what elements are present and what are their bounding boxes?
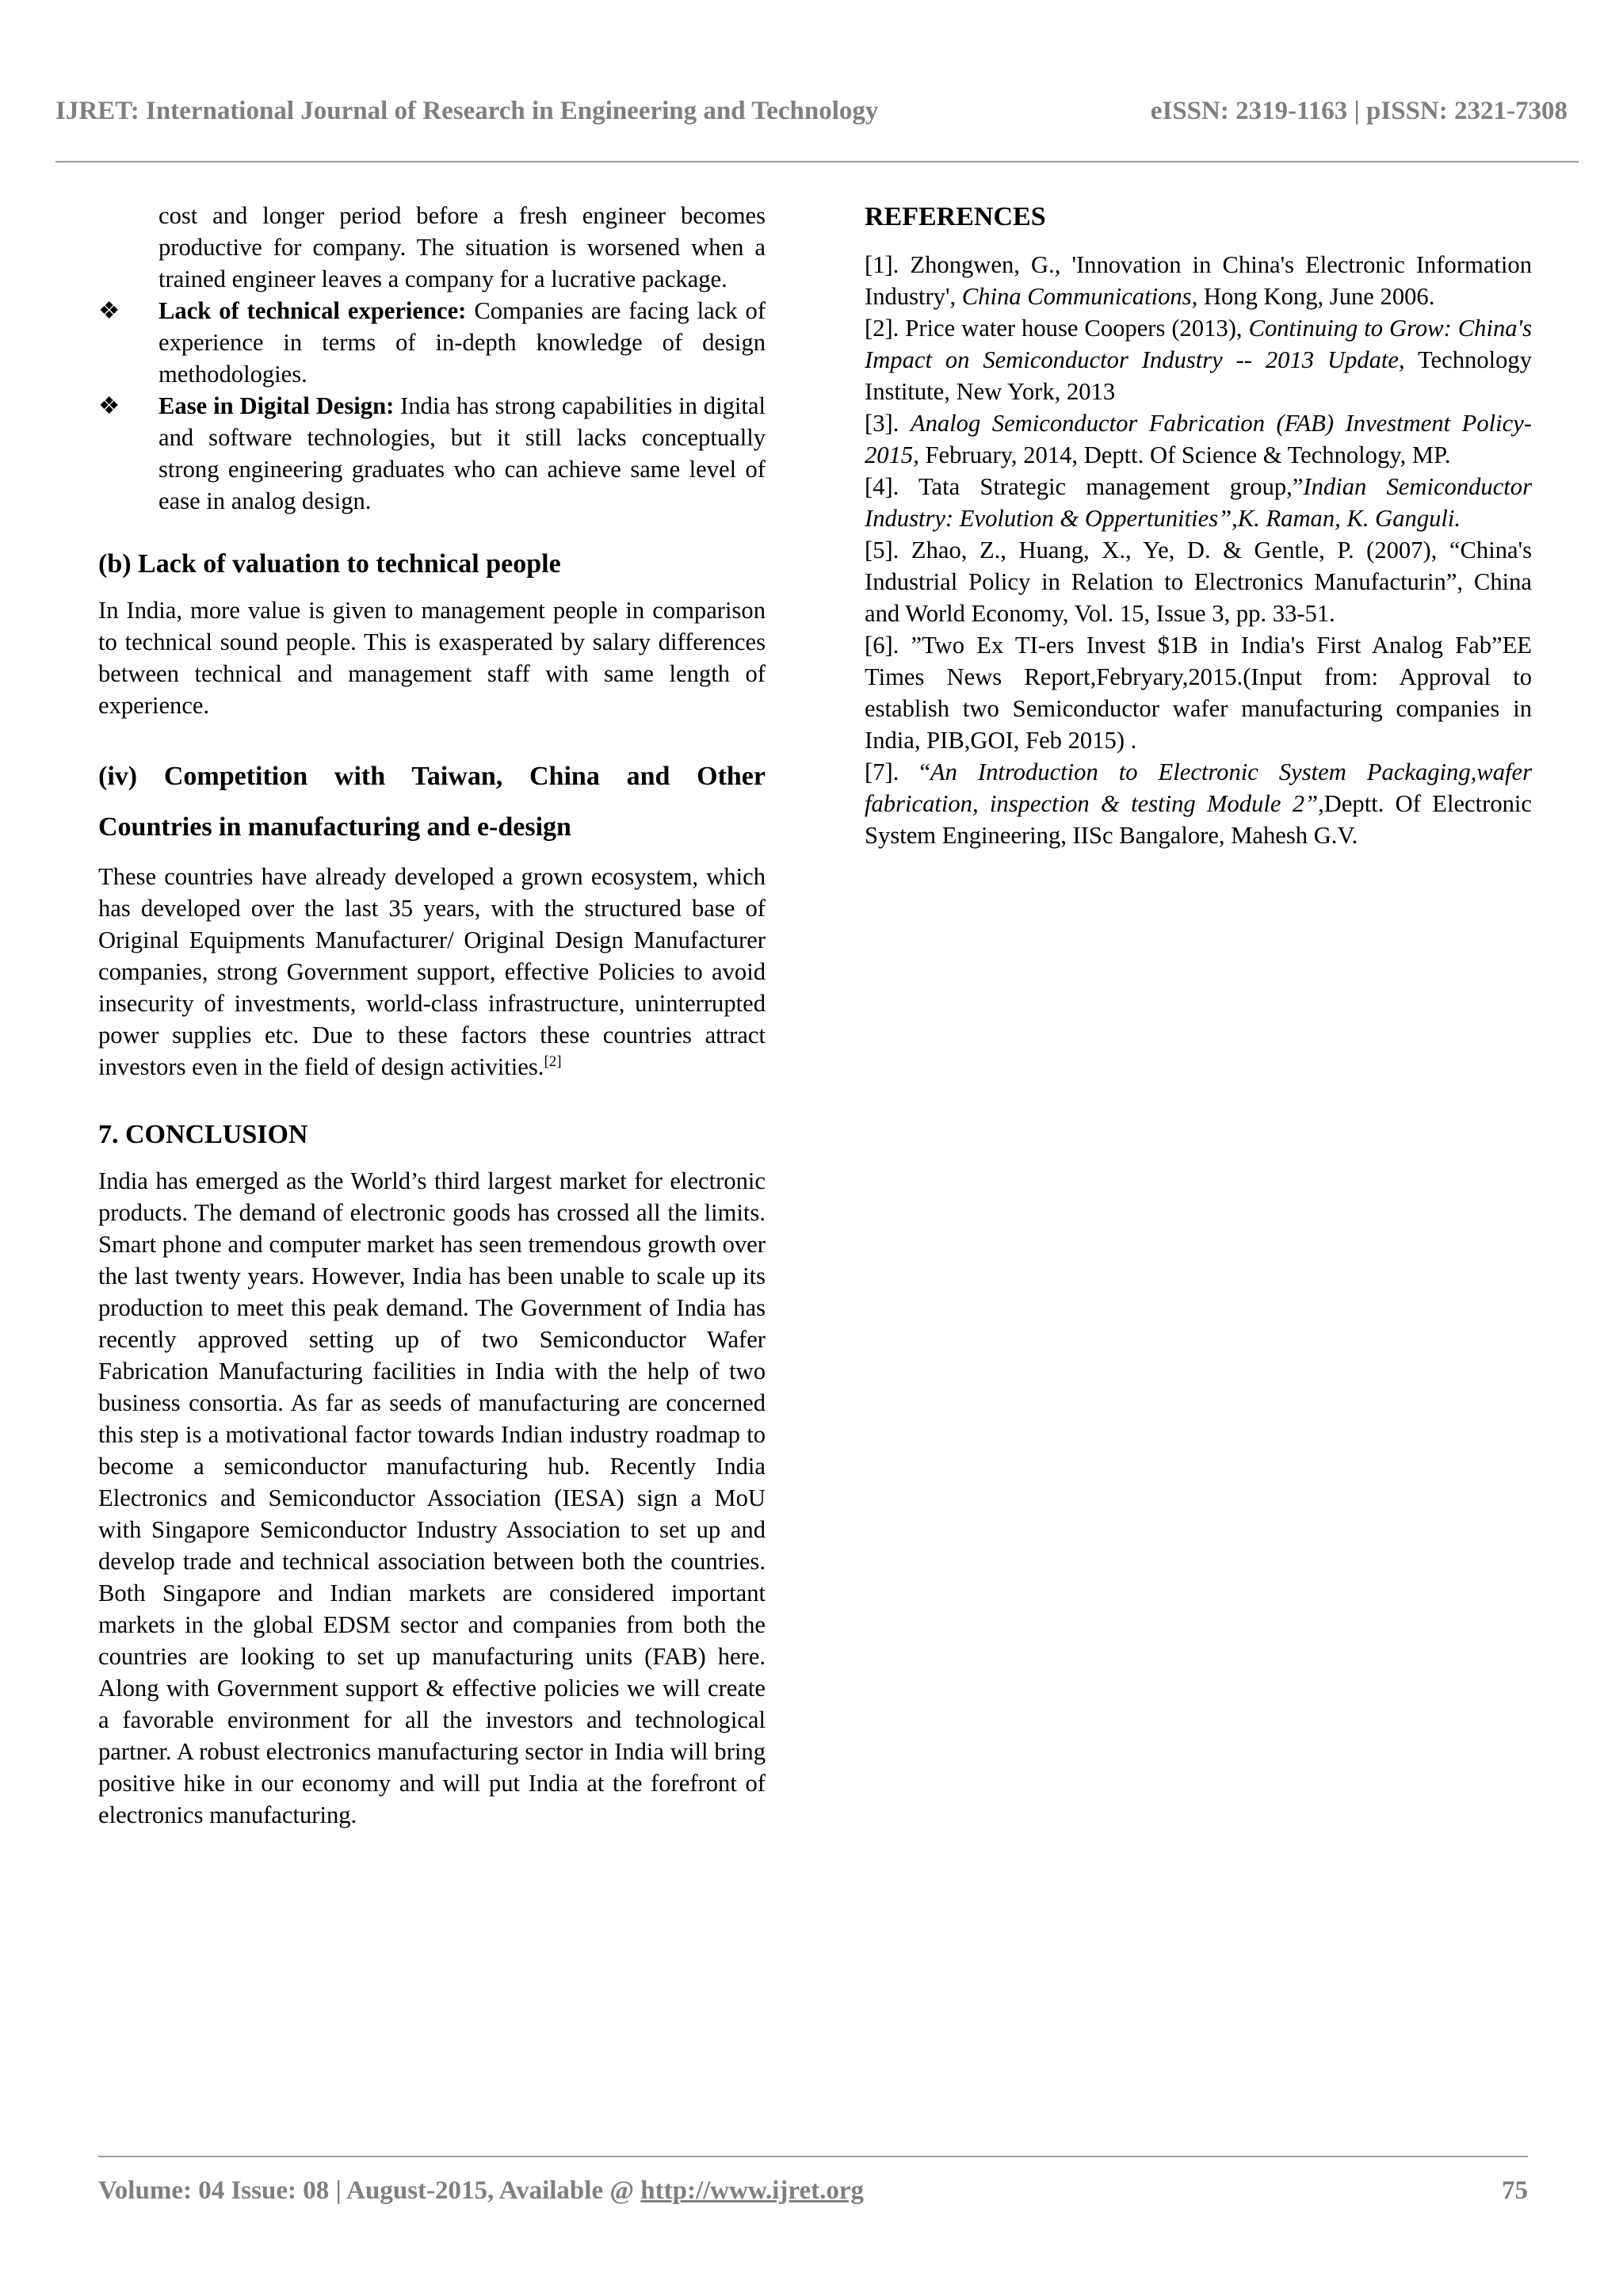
section-heading-b: (b) Lack of valuation to technical people — [98, 549, 561, 579]
left-column — [98, 200, 766, 1831]
bullet-title: Lack of technical experience: — [158, 297, 467, 324]
page-footer — [98, 2176, 1528, 2206]
paragraph-b: In India, more value is given to management people in comparison to technical sound people. This is exasperated by salary differences between technical and management staff with same length of experience. — [98, 597, 766, 719]
reference-item — [865, 312, 1532, 407]
reference-item — [865, 756, 1532, 851]
reference-text: [4]. Tata Strategic management group,” — [865, 473, 1304, 500]
reference-item — [865, 534, 1532, 629]
journal-link[interactable]: http://www.ijret.org — [640, 2176, 864, 2205]
reference-text: [5]. Zhao, Z., Huang, X., Ye, D. & Gentle, P. (2007), “China's Industrial Policy in Relation to Electronics Manufacturin”, China and World Economy, Vol. 15, Issue 3, pp. 33-51. — [865, 537, 1532, 627]
references-heading: REFERENCES — [865, 202, 1046, 231]
footer-volume — [98, 2176, 864, 2206]
reference-text: [7]. “ — [865, 758, 930, 785]
bullet-diamond-icon: ❖ — [98, 297, 120, 324]
page-header — [55, 97, 1568, 126]
bullet-item-digital-design — [98, 390, 766, 517]
bullet-diamond-icon: ❖ — [98, 392, 120, 419]
footer-divider — [98, 2156, 1528, 2157]
citation-ref: [2] — [544, 1052, 562, 1070]
reference-item — [865, 629, 1532, 756]
reference-text: Technology Institute, New York, 2013 — [865, 346, 1533, 405]
reference-text: [6]. ”Two Ex TI-ers Invest $1B in India's First Analog Fab”EE Times News Report,Febryary,2015.(Input from: Approval to establish two Semiconductor wafer manufacturing companies in India, PIB,GOI, Feb 2015) . — [865, 632, 1532, 754]
bullet-item-technical-experience — [98, 295, 766, 390]
paragraph-iv-text: These countries have already developed a grown ecosystem, which has developed over the last 35 years, with the structured base of Original Equipments Manufacturer/ Original Design Manufacturer companies, strong Government support, effective Policies to avoid insecurity of investments, world-class infrastructure, uninterrupted power supplies etc. Due to these factors these countries attract investors even in the field of design activities. — [98, 863, 766, 1080]
reference-item — [865, 407, 1532, 471]
reference-text: [3]. — [865, 410, 911, 437]
header-divider — [55, 161, 1579, 162]
right-column — [865, 200, 1532, 851]
bullet-text: India has strong capabilities in digital and software technologies, but it still lacks conceptually strong engineering graduates who can achieve same level of ease in analog design. — [158, 392, 766, 514]
reference-italic: Continuing to Grow: China's Impact on Semiconductor Industry -- 2013 Update, — [865, 315, 1532, 373]
reference-text: Deptt. Of Electronic System Engineering, IISc Bangalore, Mahesh G.V. — [865, 790, 1532, 849]
bullet-text: Companies are facing lack of experience in terms of in-depth knowledge of design methodologies. — [158, 297, 766, 388]
section-heading-iv-line2: Countries in manufacturing and e-design — [98, 812, 571, 842]
journal-title: IJRET: International Journal of Research in Engineering and Technology — [55, 97, 879, 125]
page-number: 75 — [1502, 2176, 1528, 2205]
reference-item — [865, 249, 1532, 312]
footer-volume-text: Volume: 04 Issue: 08 | August-2015, Available @ — [98, 2176, 641, 2205]
issn-text: eISSN: 2319-1163 | pISSN: 2321-7308 — [1150, 97, 1568, 125]
reference-italic: An Introduction to Electronic System Packaging,wafer fabrication, inspection & testing Module 2”, — [865, 758, 1532, 817]
section-heading-iv-line1: (iv) Competition with Taiwan, China and Other — [98, 762, 766, 791]
intro-paragraph: cost and longer period before a fresh engineer becomes productive for company. The situation is worsened when a trained engineer leaves a company for a lucrative package. — [158, 202, 766, 292]
reference-text: [2]. Price water house Coopers (2013), — [865, 315, 1249, 342]
paragraph-conclusion: India has emerged as the World’s third largest market for electronic products. The demand of electronic goods has crossed all the limits. Smart phone and computer market has seen tremendous growth over the last twenty years. However, India has been unable to scale up its production to meet this peak demand. The Government of India has recently approved setting up of two Semiconductor Wafer Fabrication Manufacturing facilities in India with the help of two business consortia. As far as seeds of manufacturing are concerned this step is a motivational factor towards Indian industry roadmap to become a semiconductor manufacturing hub. Recently India Electronics and Semiconductor Association (IESA) sign a MoU with Singapore Semiconductor Industry Association to set up and develop trade and technical association between both the countries. Both Singapore and Indian markets are considered important markets in the global EDSM sector and companies from both the countries are looking to set up manufacturing units (FAB) here. Along with Government support & effective policies we will create a favorable environment for all the investors and technological partner. A robust electronics manufacturing sector in India will bring positive hike in our economy and will put India at the forefront of electronics manufacturing. — [98, 1167, 766, 1828]
bullet-title: Ease in Digital Design: — [158, 392, 395, 419]
section-heading-conclusion: 7. CONCLUSION — [98, 1120, 308, 1149]
paragraph-iv — [98, 861, 766, 1083]
reference-text: , February, 2014, Deptt. Of Science & Technology, MP. — [913, 441, 1451, 468]
reference-item — [865, 471, 1532, 534]
reference-italic: Analog Semiconductor Fabrication (FAB) Investment Policy-2015 — [865, 410, 1532, 468]
reference-text: [1]. Zhongwen, G., 'Innovation in China's Electronic Information Industry', — [865, 251, 1532, 310]
reference-italic: Indian Semiconductor Industry: Evolution & Oppertunities”,K. Raman, K. Ganguli. — [865, 473, 1532, 532]
reference-text: Hong Kong, June 2006. — [1197, 283, 1435, 310]
reference-italic: China Communications, — [961, 283, 1198, 310]
